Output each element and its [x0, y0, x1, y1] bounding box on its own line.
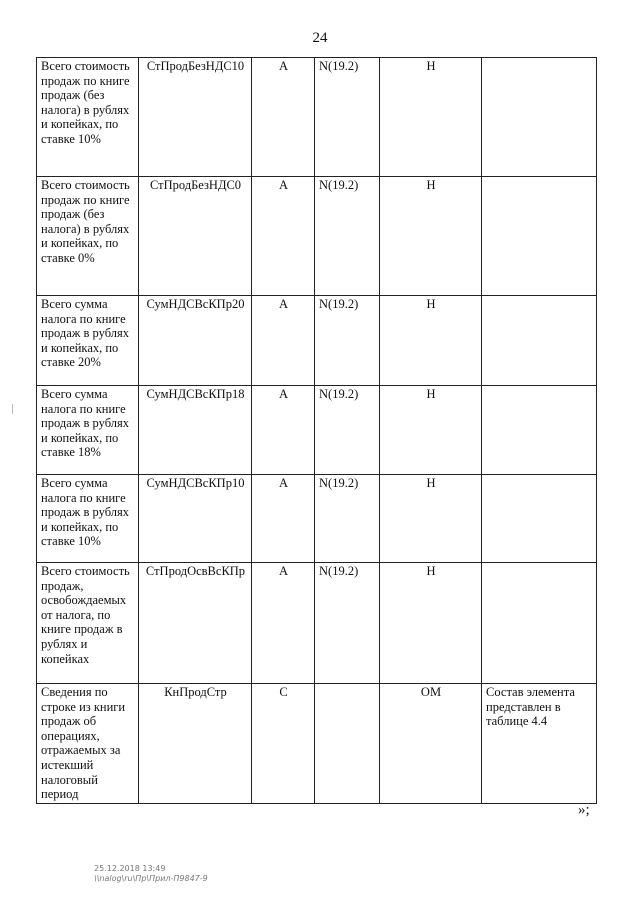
- element-format-cell: N(19.2): [315, 296, 380, 386]
- page-number: 24: [312, 30, 328, 46]
- element-code-cell: СумНДСВсКПр18: [139, 386, 252, 475]
- scan-artifact: [12, 404, 13, 414]
- element-format-cell: N(19.2): [315, 475, 380, 563]
- element-note-cell: [482, 475, 597, 563]
- element-format-cell: N(19.2): [315, 563, 380, 684]
- element-name-cell: Сведения по строке из книги продаж об операциях, отражаемых за истекший налоговый период: [37, 684, 139, 804]
- element-type-cell: А: [252, 296, 315, 386]
- element-required-cell: ОМ: [380, 684, 482, 804]
- element-format-cell: N(19.2): [315, 177, 380, 296]
- element-required-cell: Н: [380, 58, 482, 177]
- table-row: [37, 58, 597, 177]
- footer-stamp: [94, 864, 208, 884]
- footer-filename: \\nalog\ru\Пр\Прил-П9847-9: [94, 874, 208, 883]
- element-format-cell: N(19.2): [315, 386, 380, 475]
- footer-datetime: 25.12.2018 13:49: [94, 864, 166, 873]
- closing-quote: »;: [578, 802, 590, 818]
- table-row: [37, 563, 597, 684]
- table-row: [37, 296, 597, 386]
- table-row: [37, 475, 597, 563]
- element-note-cell: [482, 563, 597, 684]
- element-note-cell: [482, 177, 597, 296]
- element-type-cell: А: [252, 386, 315, 475]
- element-note-cell: [482, 58, 597, 177]
- element-name-cell: Всего сумма налога по книге продаж в рублях и копейках, по ставке 10%: [37, 475, 139, 563]
- element-type-cell: А: [252, 177, 315, 296]
- element-code-cell: СумНДСВсКПр10: [139, 475, 252, 563]
- element-code-cell: СтПродОсвВсКПр: [139, 563, 252, 684]
- element-code-cell: СтПродБезНДС10: [139, 58, 252, 177]
- element-required-cell: Н: [380, 177, 482, 296]
- element-format-cell: N(19.2): [315, 58, 380, 177]
- element-note-cell: [482, 386, 597, 475]
- element-type-cell: С: [252, 684, 315, 804]
- element-required-cell: Н: [380, 386, 482, 475]
- element-name-cell: Всего сумма налога по книге продаж в рублях и копейках, по ставке 20%: [37, 296, 139, 386]
- element-name-cell: Всего сумма налога по книге продаж в рублях и копейках, по ставке 18%: [37, 386, 139, 475]
- element-type-cell: А: [252, 563, 315, 684]
- table-row: [37, 177, 597, 296]
- element-required-cell: Н: [380, 563, 482, 684]
- table-row: [37, 386, 597, 475]
- element-type-cell: А: [252, 475, 315, 563]
- element-code-cell: КнПродСтр: [139, 684, 252, 804]
- element-required-cell: Н: [380, 296, 482, 386]
- element-code-cell: СтПродБезНДС0: [139, 177, 252, 296]
- element-note-cell: Состав элемента представлен в таблице 4.4: [482, 684, 597, 804]
- element-type-cell: А: [252, 58, 315, 177]
- elements-table: [36, 57, 597, 804]
- element-name-cell: Всего стоимость продаж по книге продаж (без налога) в рублях и копейках, по ставке 0%: [37, 177, 139, 296]
- element-code-cell: СумНДСВсКПр20: [139, 296, 252, 386]
- element-note-cell: [482, 296, 597, 386]
- element-name-cell: Всего стоимость продаж, освобождаемых от налога, по книге продаж в рублях и копейках: [37, 563, 139, 684]
- element-format-cell: [315, 684, 380, 804]
- element-name-cell: Всего стоимость продаж по книге продаж (без налога) в рублях и копейках, по ставке 10%: [37, 58, 139, 177]
- table-row: [37, 684, 597, 804]
- element-required-cell: Н: [380, 475, 482, 563]
